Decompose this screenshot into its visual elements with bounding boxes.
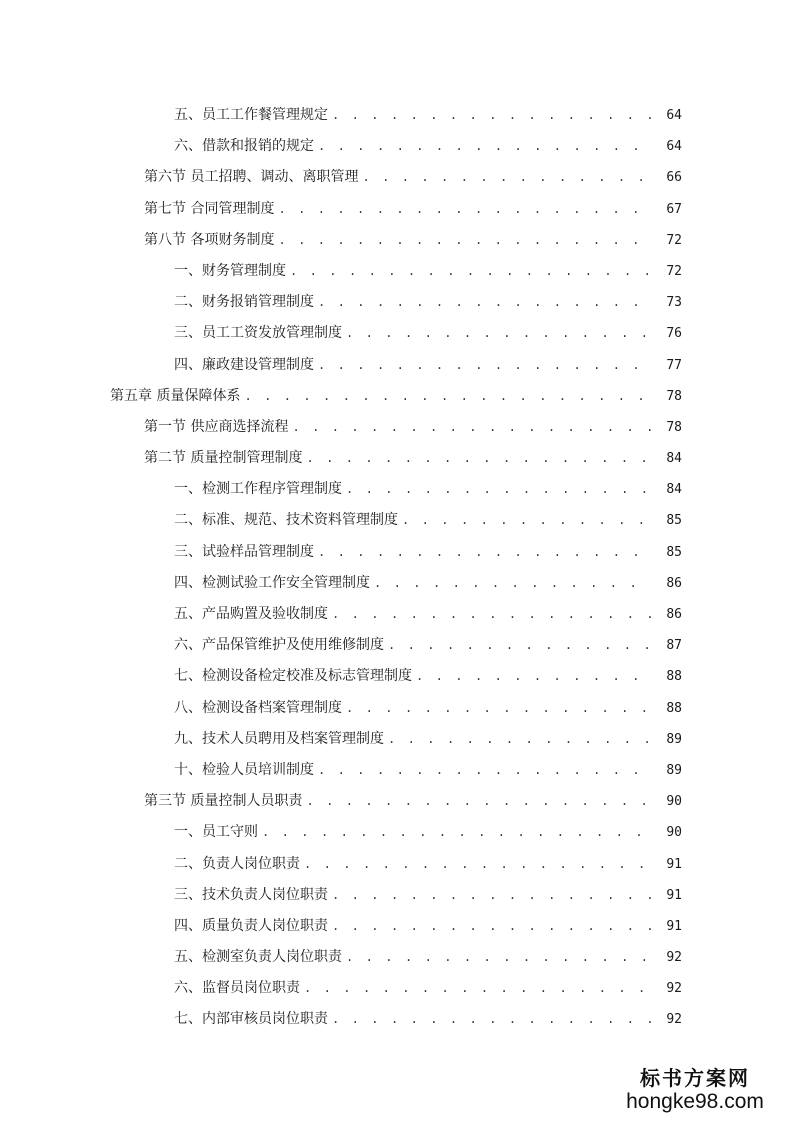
toc-entry-title: 二、财务报销管理制度 xyxy=(174,294,314,311)
toc-leader-dots xyxy=(402,505,652,536)
toc-entry-title: 七、内部审核员岗位职责 xyxy=(174,1011,328,1028)
toc-entry-title: 三、试验样品管理制度 xyxy=(174,543,314,560)
toc-leader-dots xyxy=(374,568,652,599)
toc-entry[interactable] xyxy=(0,474,794,505)
toc-leader-dots xyxy=(306,443,652,474)
toc-entry-page-number: 84 xyxy=(666,482,682,498)
toc-leader-dots xyxy=(332,1004,652,1035)
toc-entry[interactable] xyxy=(0,194,794,225)
toc-entry-title: 九、技术人员聘用及档案管理制度 xyxy=(174,730,384,747)
toc-leader-dots xyxy=(304,849,652,880)
toc-entry-title: 一、检测工作程序管理制度 xyxy=(174,481,342,498)
toc-entry-title: 三、员工工资发放管理制度 xyxy=(174,325,342,342)
toc-entry[interactable] xyxy=(0,755,794,786)
toc-leader-dots xyxy=(290,256,652,287)
toc-leader-dots xyxy=(332,100,652,131)
watermark-name: 标书方案网 xyxy=(640,1066,750,1090)
toc-leader-dots xyxy=(244,381,652,412)
toc-entry-title: 三、技术负责人岗位职责 xyxy=(174,886,328,903)
toc-entry[interactable] xyxy=(0,568,794,599)
toc-entry[interactable] xyxy=(0,630,794,661)
toc-entry-title: 二、负责人岗位职责 xyxy=(174,855,300,872)
toc-leader-dots xyxy=(318,131,652,162)
toc-entry-page-number: 88 xyxy=(666,669,682,685)
toc-entry[interactable] xyxy=(0,381,794,412)
toc-leader-dots xyxy=(278,194,652,225)
toc-entry-page-number: 73 xyxy=(666,295,682,311)
toc-leader-dots xyxy=(388,724,652,755)
toc-entry[interactable] xyxy=(0,162,794,193)
toc-entry[interactable] xyxy=(0,131,794,162)
toc-entry-page-number: 72 xyxy=(666,263,682,279)
toc-entry-title: 二、标准、规范、技术资料管理制度 xyxy=(174,512,398,529)
toc-leader-dots xyxy=(346,942,652,973)
toc-entry[interactable] xyxy=(0,537,794,568)
toc-leader-dots xyxy=(292,412,652,443)
toc-entry[interactable] xyxy=(0,724,794,755)
toc-entry[interactable] xyxy=(0,911,794,942)
toc-entry-title: 第一节 供应商选择流程 xyxy=(144,418,289,435)
toc-leader-dots xyxy=(388,630,652,661)
table-of-contents xyxy=(0,100,794,1036)
toc-entry-page-number: 67 xyxy=(666,201,682,217)
toc-leader-dots xyxy=(318,350,652,381)
toc-entry-title: 四、检测试验工作安全管理制度 xyxy=(174,574,370,591)
watermark-url: hongke98.com xyxy=(626,1090,764,1113)
toc-entry-title: 第七节 合同管理制度 xyxy=(144,200,275,217)
toc-entry-page-number: 76 xyxy=(666,326,682,342)
toc-leader-dots xyxy=(362,162,652,193)
toc-leader-dots xyxy=(306,786,652,817)
toc-leader-dots xyxy=(346,474,652,505)
toc-leader-dots xyxy=(346,693,652,724)
toc-entry-page-number: 86 xyxy=(666,575,682,591)
toc-entry-page-number: 77 xyxy=(666,357,682,373)
toc-entry-title: 五、产品购置及验收制度 xyxy=(174,606,328,622)
toc-entry-title: 第八节 各项财务制度 xyxy=(144,231,275,248)
toc-entry-title: 六、监督员岗位职责 xyxy=(174,980,300,997)
toc-entry-page-number: 92 xyxy=(666,950,682,966)
toc-entry[interactable] xyxy=(0,599,794,630)
toc-leader-dots xyxy=(332,599,652,630)
toc-entry-page-number: 91 xyxy=(666,887,682,903)
toc-entry-title: 八、检测设备档案管理制度 xyxy=(174,699,342,716)
toc-entry[interactable] xyxy=(0,350,794,381)
toc-entry[interactable] xyxy=(0,318,794,349)
toc-entry[interactable] xyxy=(0,786,794,817)
toc-entry[interactable] xyxy=(0,287,794,318)
toc-leader-dots xyxy=(304,973,652,1004)
toc-entry[interactable] xyxy=(0,661,794,692)
toc-entry[interactable] xyxy=(0,1004,794,1035)
toc-entry[interactable] xyxy=(0,849,794,880)
toc-entry[interactable] xyxy=(0,942,794,973)
toc-entry-title: 第三节 质量控制人员职责 xyxy=(144,793,303,810)
toc-entry-page-number: 86 xyxy=(666,607,682,622)
toc-entry-title: 四、廉政建设管理制度 xyxy=(174,356,314,373)
toc-entry-page-number: 90 xyxy=(666,825,682,841)
toc-entry-page-number: 92 xyxy=(666,981,682,997)
toc-entry-title: 第五章 质量保障体系 xyxy=(110,387,241,404)
toc-leader-dots xyxy=(262,817,652,848)
toc-entry-title: 七、检测设备检定校准及标志管理制度 xyxy=(174,668,412,685)
toc-entry[interactable] xyxy=(0,693,794,724)
toc-entry-page-number: 78 xyxy=(666,388,682,404)
toc-entry-page-number: 91 xyxy=(666,856,682,872)
toc-entry-page-number: 78 xyxy=(666,419,682,435)
toc-entry-page-number: 87 xyxy=(666,638,682,654)
toc-leader-dots xyxy=(318,287,652,318)
toc-entry[interactable] xyxy=(0,225,794,256)
toc-entry-page-number: 64 xyxy=(666,108,682,123)
toc-entry-page-number: 89 xyxy=(666,762,682,778)
toc-entry-title: 一、员工守则 xyxy=(174,824,258,841)
toc-entry-page-number: 88 xyxy=(666,700,682,716)
toc-entry-page-number: 85 xyxy=(666,544,682,560)
toc-entry[interactable] xyxy=(0,100,794,131)
toc-entry[interactable] xyxy=(0,256,794,287)
toc-leader-dots xyxy=(332,880,652,911)
toc-entry-title: 四、质量负责人岗位职责 xyxy=(174,917,328,934)
toc-entry[interactable] xyxy=(0,443,794,474)
toc-entry-title: 五、检测室负责人岗位职责 xyxy=(174,949,342,966)
toc-entry-title: 一、财务管理制度 xyxy=(174,262,286,279)
toc-entry[interactable] xyxy=(0,505,794,536)
toc-entry-page-number: 90 xyxy=(666,794,682,810)
toc-entry-title: 六、产品保管维护及使用维修制度 xyxy=(174,637,384,654)
toc-leader-dots xyxy=(318,755,652,786)
toc-entry[interactable] xyxy=(0,880,794,911)
toc-leader-dots xyxy=(332,911,652,942)
toc-entry-page-number: 91 xyxy=(666,918,682,934)
toc-entry-page-number: 84 xyxy=(666,451,682,467)
watermark-logo xyxy=(620,1066,770,1114)
toc-leader-dots xyxy=(416,661,652,692)
toc-entry-title: 第二节 质量控制管理制度 xyxy=(144,450,303,467)
toc-entry-title: 十、检验人员培训制度 xyxy=(174,761,314,778)
toc-entry-page-number: 64 xyxy=(666,139,682,155)
toc-entry[interactable] xyxy=(0,412,794,443)
toc-leader-dots xyxy=(346,318,652,349)
toc-entry-page-number: 92 xyxy=(666,1012,682,1028)
toc-entry-page-number: 85 xyxy=(666,513,682,529)
toc-entry-title: 五、员工工作餐管理规定 xyxy=(174,107,328,123)
toc-entry-page-number: 89 xyxy=(666,731,682,747)
toc-entry[interactable] xyxy=(0,973,794,1004)
toc-leader-dots xyxy=(318,537,652,568)
toc-entry-title: 第六节 员工招聘、调动、离职管理 xyxy=(144,169,359,186)
toc-entry-page-number: 72 xyxy=(666,232,682,248)
toc-entry-page-number: 66 xyxy=(666,170,682,186)
toc-entry-title: 六、借款和报销的规定 xyxy=(174,138,314,155)
toc-entry[interactable] xyxy=(0,817,794,848)
toc-leader-dots xyxy=(278,225,652,256)
